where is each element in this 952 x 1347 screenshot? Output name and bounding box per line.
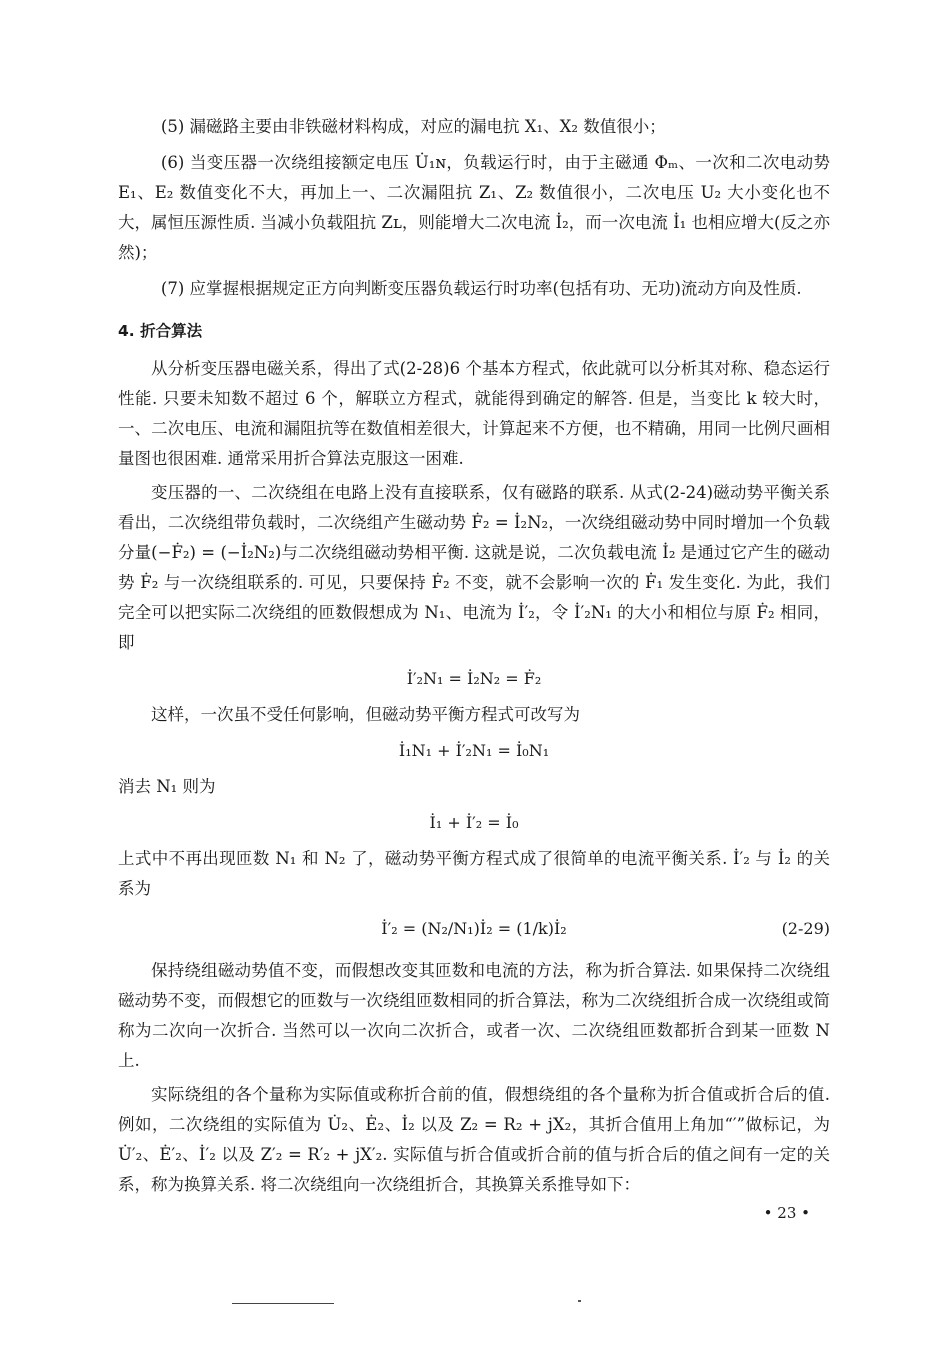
paragraph-eliminate: 消去 N₁ 则为 [118, 777, 216, 796]
list-item-6: (6) 当变压器一次绕组接额定电压 U̇₁ɴ，负载运行时，由于主磁通 Φₘ、一次和二次电动势 E₁、E₂ 数值变化不大，再加上一、二次漏阻抗 Z₁、Z₂ 数值很小，二次电压 U₂ 大小变化也不大，属恒压源性质. 当减小负载阻抗 Zʟ，则能增大二次电流 İ₂，而一次电流 İ₁ 也相应增大(反之亦然)； [118, 153, 830, 262]
paragraph-mmf: 变压器的一、二次绕组在电路上没有直接联系，仅有磁路的联系. 从式(2-24)磁动势平衡关系看出，二次绕组带负载时，二次绕组产生磁动势 Ḟ₂ = İ₂N₂，一次绕组磁动势中同时增加一个负载分量(−Ḟ₂) = (−İ₂N₂)与二次绕组磁动势相平衡. 这就是说，二次负载电流 İ₂ 是通过它产生的磁动势 Ḟ₂ 与一次绕组联系的. 可见，只要保持 Ḟ₂ 不变，就不会影响一次的 Ḟ₁ 发生变化. 为此，我们完全可以把实际二次绕组的匝数假想成为 N₁、电流为 İ′₂，令 İ′₂N₁ 的大小和相位与原 Ḟ₂ 相同，即 [118, 483, 830, 652]
equation-3: İ₁ + İ′₂ = İ₀ [429, 813, 519, 832]
section-heading: 4. 折合算法 [118, 322, 203, 340]
equation-4 [118, 914, 830, 944]
page-number: • 23 • [763, 1204, 810, 1222]
list-item-7: (7) 应掌握根据规定正方向判断变压器负载运行时功率(包括有功、无功)流动方向及性质. [160, 279, 802, 298]
equation-2: İ₁N₁ + İ′₂N₁ = İ₀N₁ [398, 741, 550, 760]
paragraph-values: 实际绕组的各个量称为实际值或称折合前的值，假想绕组的各个量称为折合值或折合后的值. 例如，二次绕组的实际值为 U̇₂、Ė₂、İ₂ 以及 Z₂ = R₂ + jX₂，其折合值用上角加“′”做标记，为 U̇′₂、Ė′₂、İ′₂ 以及 Z′₂ = R′₂ + jX′₂. 实际值与折合值或折合前的值与折合后的值之间有一定的关系，称为换算关系. 将二次绕组向一次绕组折合，其换算关系推导如下： [118, 1085, 830, 1194]
paragraph-intro: 从分析变压器电磁关系，得出了式(2-28)6 个基本方程式，依此就可以分析其对称、稳态运行性能. 只要未知数不超过 6 个，解联立方程式，就能得到确定的解答. 但是，当变比 k 较大时，一、二次电压、电流和漏阻抗等在数值相差很大，计算起来不方便，也不精确，用同一比例尺画相量图也很困难. 通常采用折合算法克服这一困难. [118, 359, 830, 468]
list-item-5: (5) 漏磁路主要由非铁磁材料构成，对应的漏电抗 X₁、X₂ 数值很小； [160, 117, 666, 136]
paragraph-rewrite: 这样，一次虽不受任何影响，但磁动势平衡方程式可改写为 [151, 705, 580, 724]
page-body [118, 112, 830, 1226]
footer-rule [232, 1303, 334, 1304]
footer-mark [578, 1300, 581, 1302]
paragraph-referral: 保持绕组磁动势值不变，而假想改变其匝数和电流的方法，称为折合算法. 如果保持二次绕组磁动势不变，而假想它的匝数与一次绕组匝数相同的折合算法，称为二次绕组折合成一次绕组或简称为二次向一次折合. 当然可以一次向二次折合，或者一次、二次绕组匝数都折合到某一匝数 N 上. [118, 961, 830, 1070]
equation-number: (2-29) [781, 919, 830, 938]
equation-1: İ′₂N₁ = İ₂N₂ = Ḟ₂ [406, 669, 542, 688]
equation-4-body: İ′₂ = (N₂/N₁)İ₂ = (1/k)İ₂ [381, 919, 567, 938]
paragraph-current-balance: 上式中不再出现匝数 N₁ 和 N₂ 了，磁动势平衡方程式成了很简单的电流平衡关系. İ′₂ 与 İ₂ 的关系为 [118, 849, 830, 898]
